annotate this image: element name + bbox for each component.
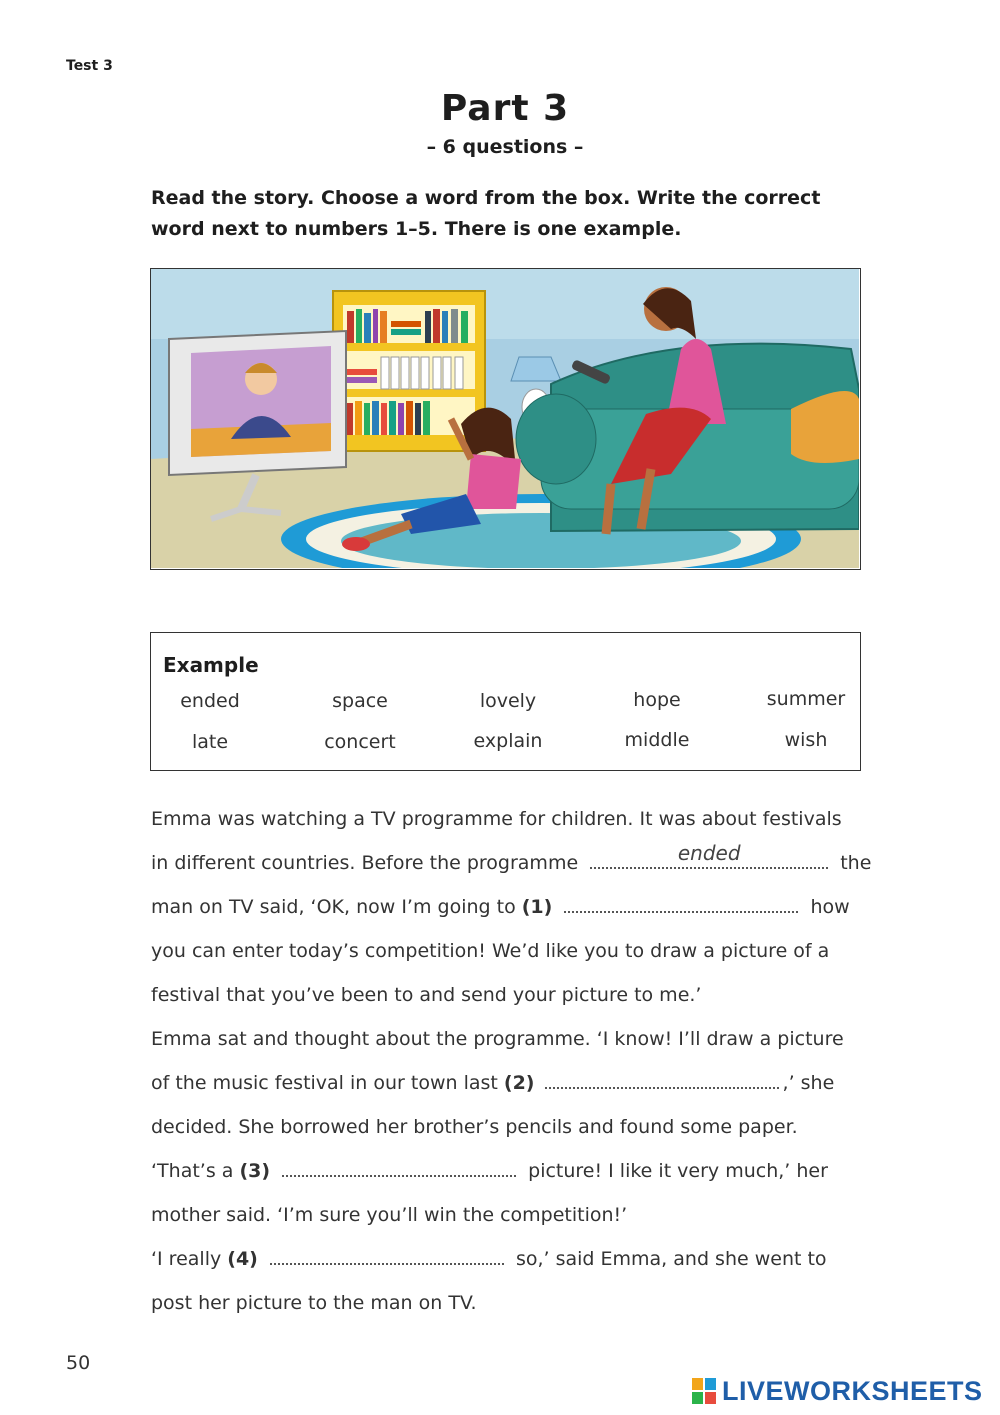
story-line: you can enter today’s competition! We’d like you to draw a picture of a	[151, 940, 830, 962]
word-option: lovely	[479, 690, 537, 712]
story-line: mother said. ‘I’m sure you’ll win the competition!’	[151, 1204, 628, 1226]
word-option: explain	[473, 730, 543, 752]
story-segment: of the music festival in our town last	[151, 1072, 498, 1094]
story-segment: picture! I like it very much,’ her	[528, 1160, 828, 1182]
story-line: Emma was watching a TV programme for children. It was about festivals	[151, 808, 842, 830]
story-segment: the	[840, 852, 872, 874]
answer-blank-1[interactable]	[564, 897, 798, 913]
story-illustration	[150, 268, 861, 570]
question-number: (3)	[239, 1160, 271, 1182]
story-segment: ,’ she	[782, 1072, 835, 1094]
word-option: middle	[624, 729, 690, 751]
story-segment: so,’ said Emma, and she went to	[515, 1248, 827, 1270]
story-segment: man on TV said, ‘OK, now I’m going to	[151, 896, 516, 918]
story-line: Emma sat and thought about the programme. ‘I know! I’ll draw a picture	[151, 1028, 844, 1050]
answer-blank-4[interactable]	[270, 1249, 504, 1265]
story-line	[151, 1072, 834, 1094]
word-option: ended	[180, 690, 240, 712]
instructions: Read the story. Choose a word from the box. Write the correct word next to numbers 1–5. There is one example.	[151, 187, 821, 240]
story-line	[151, 841, 872, 874]
question-number: (4)	[227, 1248, 258, 1270]
answer-blank-3[interactable]	[282, 1161, 516, 1177]
example-label: Example	[163, 653, 259, 677]
word-box	[150, 632, 861, 771]
word-option: hope	[633, 689, 681, 711]
brand-text: LIVEWORKSHEETS	[722, 1375, 983, 1406]
answer-blank-2[interactable]	[545, 1073, 779, 1089]
story-line: decided. She borrowed her brother’s pencils and found some paper.	[151, 1116, 798, 1138]
word-option: wish	[784, 729, 828, 751]
story-segment: how	[810, 896, 850, 918]
word-option: summer	[766, 688, 846, 710]
word-option: space	[332, 690, 388, 712]
word-option: late	[191, 731, 229, 753]
word-option: concert	[324, 731, 396, 753]
question-number: (2)	[503, 1072, 535, 1094]
story-line: post her picture to the man on TV.	[151, 1292, 477, 1314]
question-number: (1)	[521, 896, 553, 918]
part-title: Part 3	[440, 88, 570, 129]
story-line: festival that you’ve been to and send your picture to me.’	[151, 984, 702, 1006]
liveworksheets-icon	[692, 1378, 716, 1404]
example-answer-blank	[590, 841, 828, 869]
story-segment: in different countries. Before the programme	[151, 852, 579, 874]
test-label: Test 3	[66, 58, 113, 74]
liveworksheets-logo	[692, 1376, 983, 1406]
story-segment: ‘I really	[151, 1248, 222, 1270]
story-line	[151, 1160, 828, 1182]
example-answer: ended	[677, 841, 741, 865]
question-count: – 6 questions –	[426, 136, 584, 158]
page-number: 50	[66, 1352, 91, 1374]
story-line	[151, 896, 850, 918]
story-line	[151, 1248, 827, 1270]
story-segment: ‘That’s a	[151, 1160, 234, 1182]
